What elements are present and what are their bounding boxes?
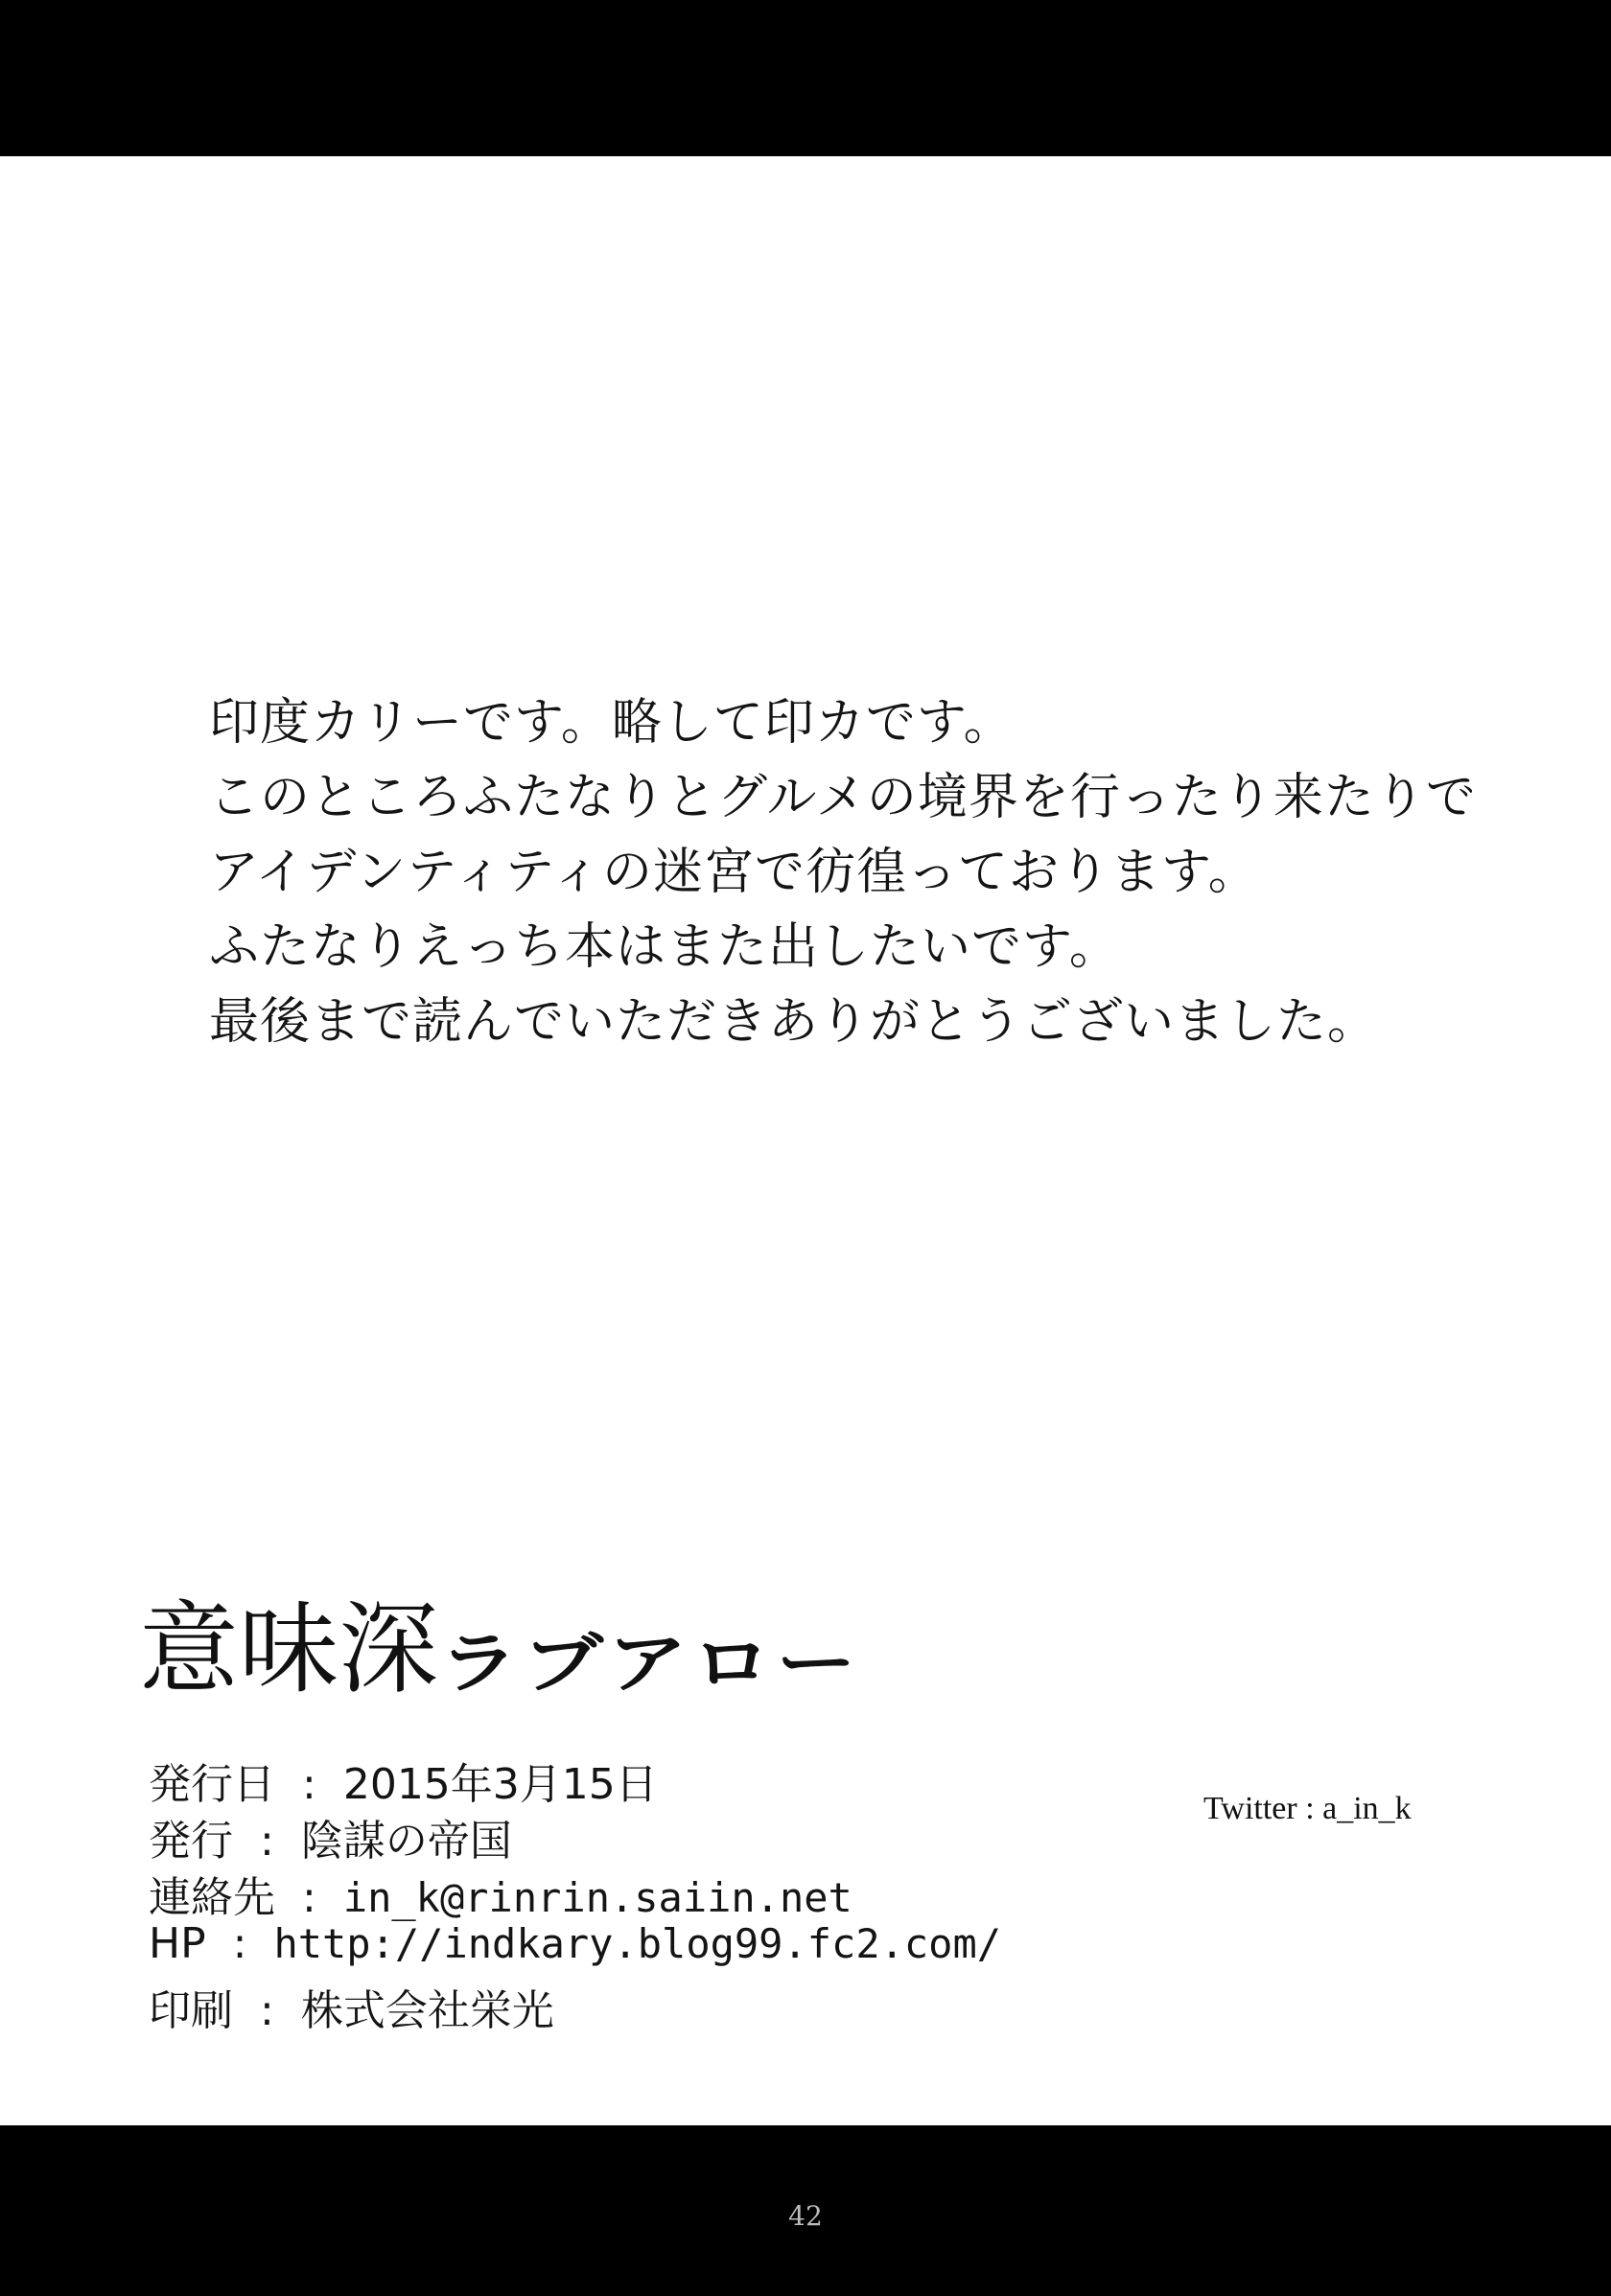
colophon-value: 陰謀の帝国: [300, 1817, 512, 1866]
book-title-kana: ラブアロー: [438, 1624, 861, 1703]
colophon-separator: :: [302, 1760, 316, 1809]
afterword-line: このところふたなりとグルメの境界を行ったり来たりで: [209, 769, 1477, 826]
book-title-kanji: 意味深: [139, 1590, 439, 1707]
afterword-line: 最後まで読んでいただきありがとうございました。: [209, 993, 1379, 1051]
colophon-separator: :: [232, 1919, 247, 1968]
colophon-value: 2015年3月15日: [342, 1760, 658, 1809]
contact-email: in_k@rinrin.saiin.net: [342, 1874, 852, 1921]
top-black-border: [0, 0, 1611, 156]
colophon: [149, 1750, 1002, 2035]
afterword-text: [209, 685, 1477, 1059]
twitter-handle: Twitter : a_in_k: [1203, 1791, 1412, 1826]
homepage-url: http://indkary.blog99.fc2.com/: [273, 1920, 1002, 1967]
colophon-separator: :: [260, 1817, 274, 1866]
colophon-separator: :: [260, 1986, 274, 2035]
colophon-label: 連絡先: [149, 1873, 275, 1922]
colophon-separator: :: [302, 1873, 316, 1922]
colophon-row-homepage: [149, 1919, 1001, 1976]
colophon-label: 印刷: [149, 1986, 233, 2035]
colophon-value: 株式会社栄光: [300, 1986, 554, 2035]
colophon-row-contact: [149, 1863, 1001, 1922]
page-number: 42: [788, 2200, 823, 2232]
colophon-row-printer: [149, 1976, 1001, 2035]
colophon-label: HP: [149, 1919, 206, 1968]
colophon-label: 発行日: [149, 1760, 275, 1809]
afterword-line: 印度カリーです。略して印カです。: [209, 694, 1015, 752]
afterword-line: アイデンティティの迷宮で彷徨っております。: [209, 844, 1259, 901]
colophon-row-date: [149, 1750, 1001, 1809]
book-title: [139, 1591, 860, 1706]
afterword-line: ふたなりえっち本はまた出したいです。: [209, 918, 1120, 976]
colophon-row-publisher: [149, 1806, 1001, 1866]
colophon-label: 発行: [149, 1817, 233, 1866]
